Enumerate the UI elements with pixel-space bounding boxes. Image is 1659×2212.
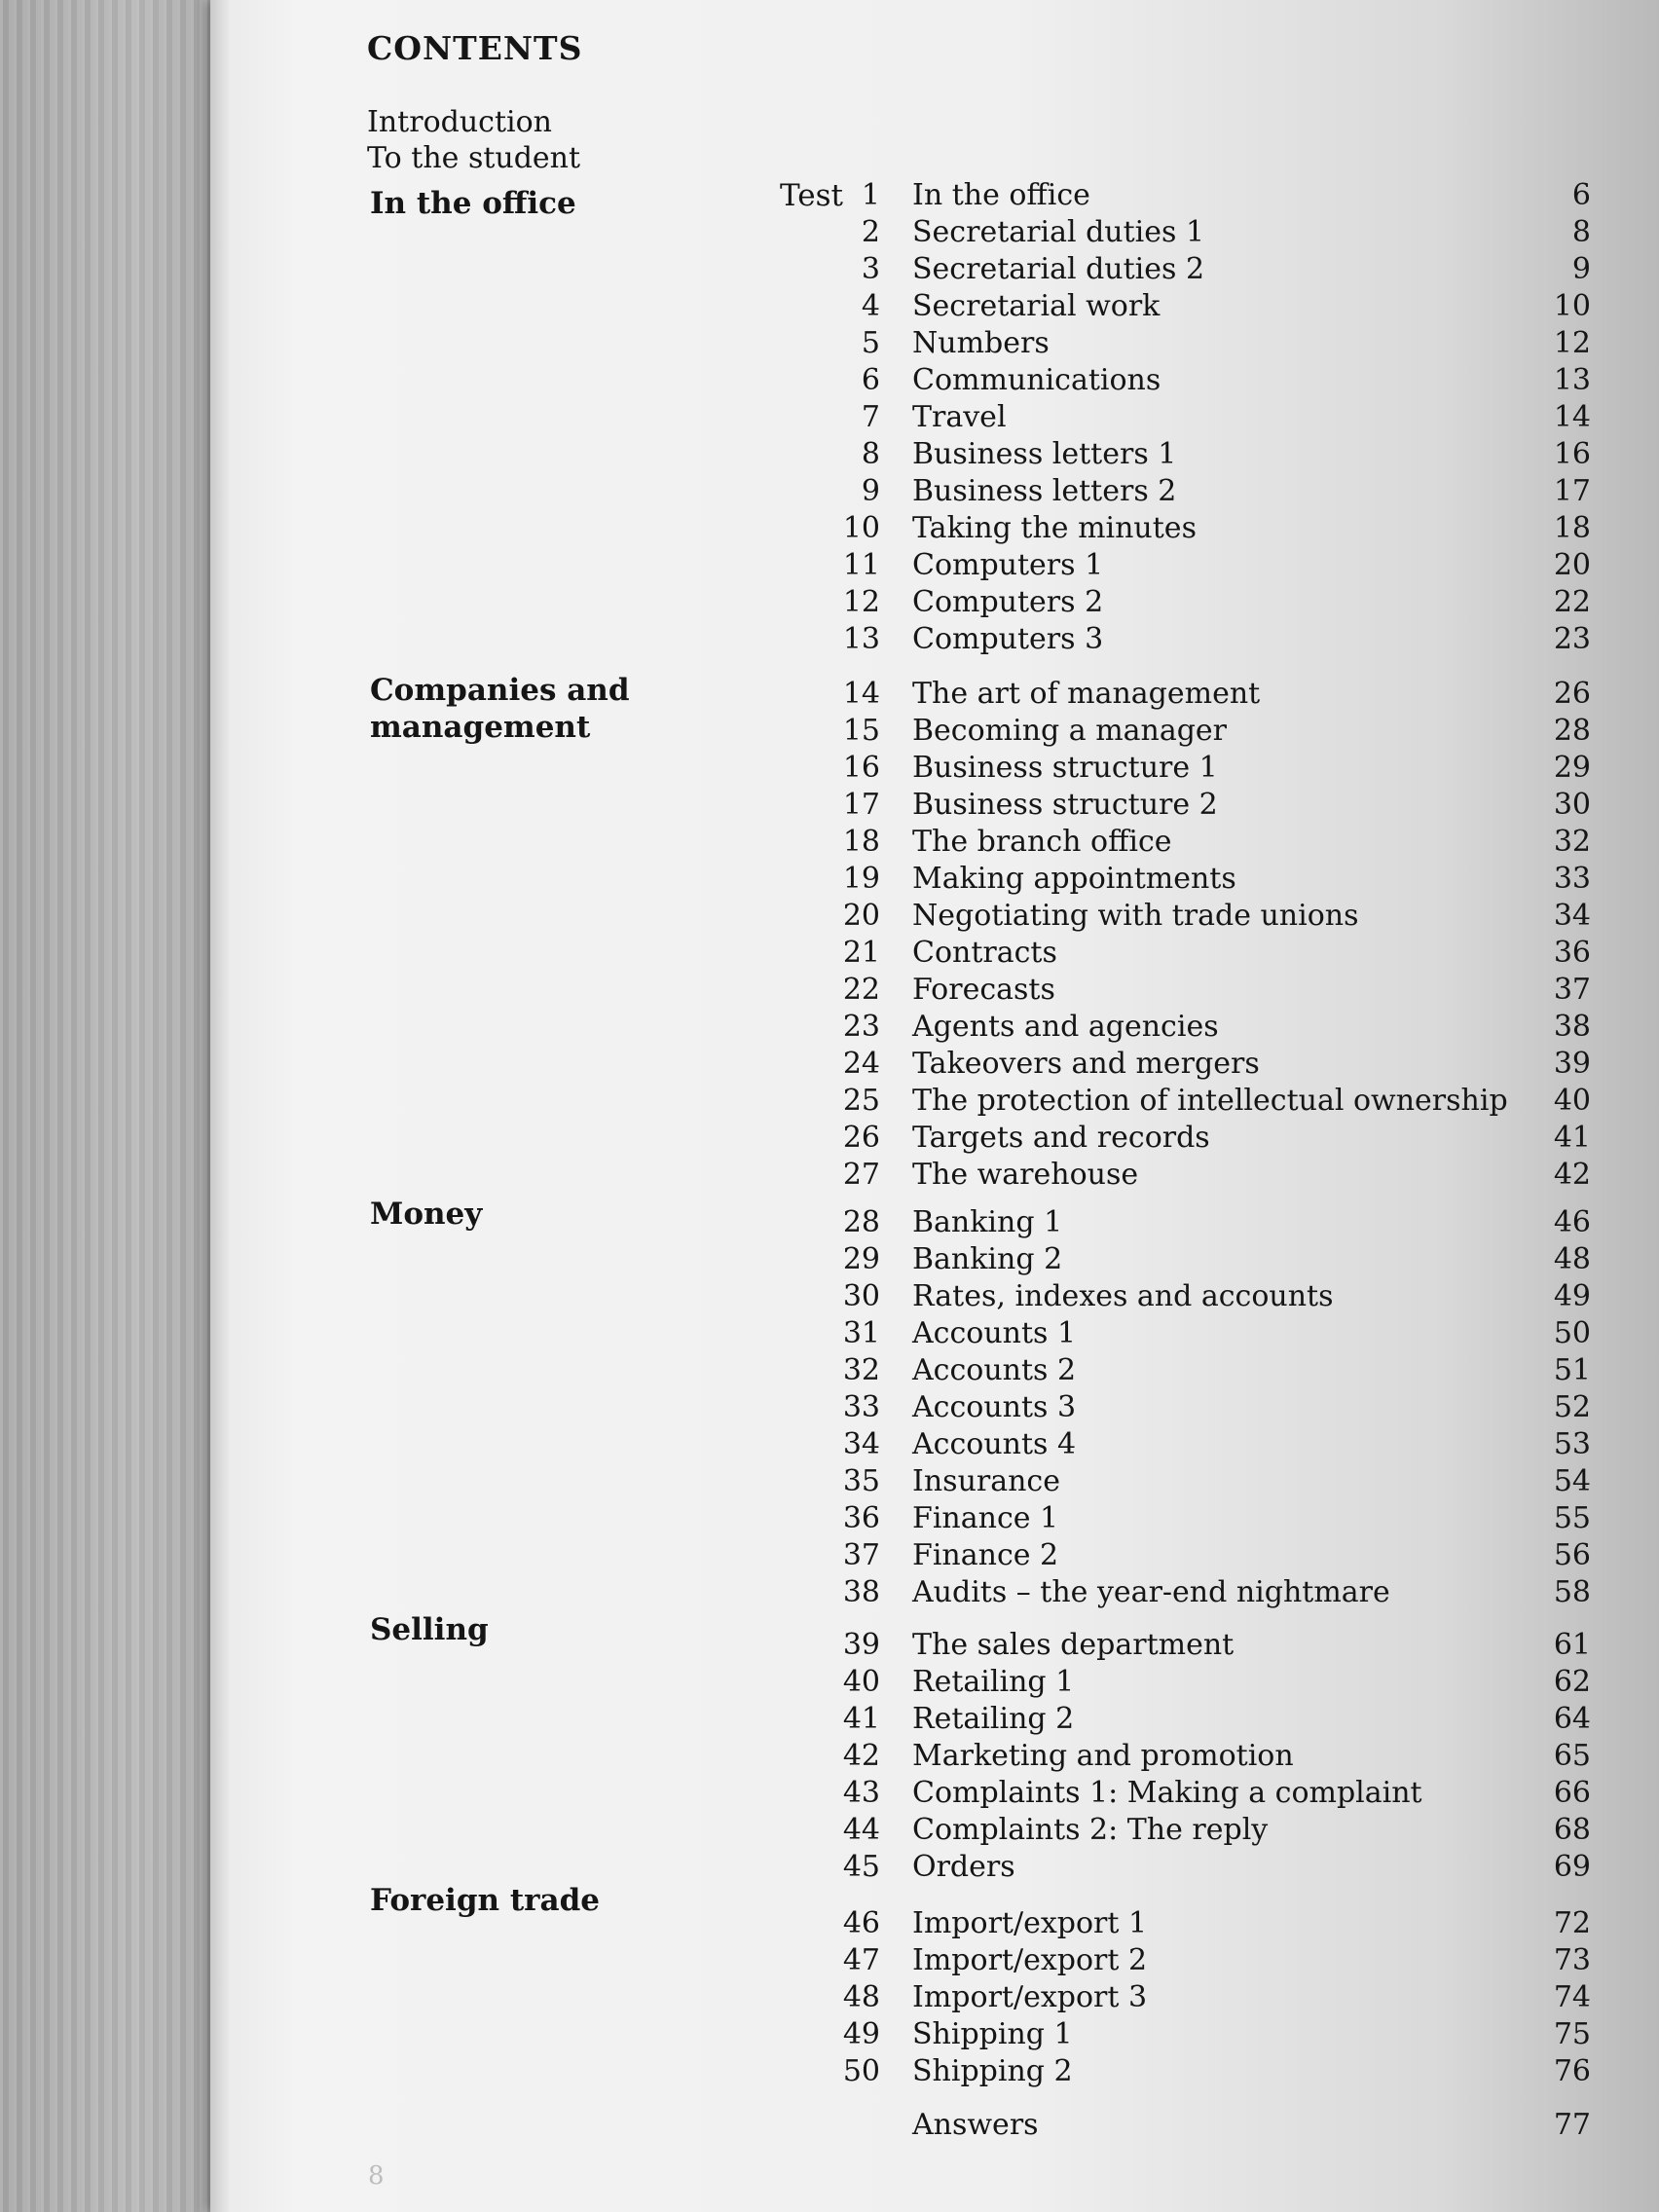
entry-title: Secretarial duties 1 — [912, 215, 1205, 249]
entry-page-number: 10 — [1553, 289, 1591, 323]
entry-title: The art of management — [912, 677, 1261, 711]
entry-test-number: 13 — [842, 622, 880, 656]
entry-page-number: 28 — [1553, 714, 1591, 748]
entry-title: Accounts 2 — [912, 1353, 1077, 1387]
entry-title: Numbers — [912, 326, 1050, 360]
entry-page-number: 26 — [1553, 677, 1591, 711]
entry-page-number: 72 — [1553, 1906, 1591, 1940]
entry-page-number: 77 — [1553, 2108, 1591, 2142]
entry-page-number: 37 — [1553, 973, 1591, 1007]
entry-page-number: 16 — [1553, 437, 1591, 471]
entry-test-number: 16 — [842, 751, 880, 785]
entry-title: Forecasts — [912, 973, 1055, 1007]
entry-page-number: 66 — [1553, 1776, 1591, 1810]
entry-page-number: 41 — [1553, 1121, 1591, 1155]
entry-page-number: 18 — [1553, 511, 1591, 545]
entry-test-number: 36 — [842, 1501, 880, 1535]
entry-page-number: 73 — [1553, 1943, 1591, 1977]
entry-page-number: 32 — [1553, 825, 1591, 859]
entry-page-number: 12 — [1553, 326, 1591, 360]
entry-test-number: 12 — [842, 585, 880, 619]
entry-test-number: 11 — [842, 548, 880, 582]
entry-title: Shipping 1 — [912, 2017, 1073, 2051]
intro-item-introduction: Introduction — [367, 105, 552, 139]
entry-test-number: 19 — [842, 862, 880, 896]
entry-title: Agents and agencies — [912, 1010, 1219, 1044]
entry-title: Orders — [912, 1850, 1015, 1884]
entry-test-number: 29 — [842, 1242, 880, 1276]
entry-title: Taking the minutes — [912, 511, 1197, 545]
entry-page-number: 20 — [1553, 548, 1591, 582]
entry-test-number: 2 — [861, 215, 880, 249]
section-heading: Money — [370, 1197, 483, 1232]
entry-title: Making appointments — [912, 862, 1236, 896]
entry-title: Answers — [912, 2108, 1039, 2142]
entry-title: Business letters 1 — [912, 437, 1177, 471]
entry-title: Secretarial duties 2 — [912, 252, 1205, 286]
entry-title: Banking 1 — [912, 1205, 1063, 1239]
entry-page-number: 61 — [1553, 1628, 1591, 1662]
entry-test-number: 38 — [842, 1575, 880, 1609]
entry-title: Shipping 2 — [912, 2054, 1073, 2088]
entry-test-number: 49 — [842, 2017, 880, 2051]
entry-test-number: 41 — [842, 1702, 880, 1736]
entry-title: Complaints 1: Making a complaint — [912, 1776, 1422, 1810]
entry-title: Accounts 4 — [912, 1427, 1077, 1461]
entry-title: Takeovers and mergers — [912, 1047, 1260, 1081]
entry-title: Banking 2 — [912, 1242, 1063, 1276]
entry-test-number: 6 — [861, 363, 880, 397]
entry-test-number: 21 — [842, 936, 880, 970]
entry-title: Targets and records — [912, 1121, 1210, 1155]
entry-test-number: 27 — [842, 1158, 880, 1192]
entry-page-number: 14 — [1553, 400, 1591, 434]
entry-test-number: 28 — [842, 1205, 880, 1239]
entry-test-number: 5 — [861, 326, 880, 360]
entry-test-number: 39 — [842, 1628, 880, 1662]
entry-page-number: 48 — [1553, 1242, 1591, 1276]
entry-test-number: 1 — [861, 178, 880, 212]
entry-page-number: 33 — [1553, 862, 1591, 896]
entry-title: Business structure 2 — [912, 788, 1218, 822]
entry-page-number: 58 — [1553, 1575, 1591, 1609]
entry-title: Finance 2 — [912, 1538, 1059, 1572]
entry-title: The warehouse — [912, 1158, 1139, 1192]
entry-page-number: 23 — [1553, 622, 1591, 656]
entry-test-number: 48 — [842, 1980, 880, 2014]
entry-page-number: 42 — [1553, 1158, 1591, 1192]
entry-test-number: 37 — [842, 1538, 880, 1572]
entry-test-number: 32 — [842, 1353, 880, 1387]
entry-title: Rates, indexes and accounts — [912, 1279, 1334, 1313]
entry-test-number: 9 — [861, 474, 880, 508]
entry-page-number: 51 — [1553, 1353, 1591, 1387]
entry-title: Audits – the year-end nightmare — [912, 1575, 1390, 1609]
entry-test-number: 15 — [842, 714, 880, 748]
wood-backdrop — [0, 0, 234, 2212]
entry-test-number: 10 — [842, 511, 880, 545]
entry-page-number: 38 — [1553, 1010, 1591, 1044]
entry-page-number: 49 — [1553, 1279, 1591, 1313]
entry-test-number: 50 — [842, 2054, 880, 2088]
entry-page-number: 64 — [1553, 1702, 1591, 1736]
entry-test-number: 20 — [842, 899, 880, 933]
entry-page-number: 17 — [1553, 474, 1591, 508]
entry-test-number: 3 — [861, 252, 880, 286]
entry-page-number: 54 — [1553, 1464, 1591, 1498]
entry-test-number: 47 — [842, 1943, 880, 1977]
entry-page-number: 56 — [1553, 1538, 1591, 1572]
entry-page-number: 68 — [1553, 1813, 1591, 1847]
entry-page-number: 65 — [1553, 1739, 1591, 1773]
entry-title: Travel — [912, 400, 1007, 434]
entry-test-number: 8 — [861, 437, 880, 471]
entry-test-number: 7 — [861, 400, 880, 434]
entry-page-number: 29 — [1553, 751, 1591, 785]
entry-page-number: 76 — [1553, 2054, 1591, 2088]
intro-item-to-the-student: To the student — [367, 141, 581, 175]
section-heading: Foreign trade — [370, 1883, 600, 1918]
page-title: CONTENTS — [367, 29, 583, 67]
entry-test-number: 18 — [842, 825, 880, 859]
entry-title: Accounts 3 — [912, 1390, 1077, 1424]
section-heading: Companies and management — [370, 673, 630, 745]
entry-test-number: 33 — [842, 1390, 880, 1424]
entry-test-number: 17 — [842, 788, 880, 822]
entry-test-number: 24 — [842, 1047, 880, 1081]
entry-page-number: 46 — [1553, 1205, 1591, 1239]
entry-page-number: 30 — [1553, 788, 1591, 822]
entry-page-number: 52 — [1553, 1390, 1591, 1424]
entry-title: Communications — [912, 363, 1161, 397]
entry-title: Contracts — [912, 936, 1057, 970]
entry-title: Retailing 1 — [912, 1665, 1075, 1699]
test-column-label: Test — [780, 178, 843, 213]
entry-title: Accounts 1 — [912, 1316, 1077, 1350]
section-heading: In the office — [370, 186, 576, 221]
entry-test-number: 30 — [842, 1279, 880, 1313]
footer-page-number: 8 — [368, 2161, 385, 2191]
entry-test-number: 40 — [842, 1665, 880, 1699]
entry-title: The branch office — [912, 825, 1172, 859]
entry-page-number: 13 — [1553, 363, 1591, 397]
entry-test-number: 4 — [861, 289, 880, 323]
entry-title: In the office — [912, 178, 1090, 212]
entry-page-number: 34 — [1553, 899, 1591, 933]
entry-title: Import/export 1 — [912, 1906, 1148, 1940]
entry-title: The sales department — [912, 1628, 1235, 1662]
entry-page-number: 8 — [1571, 215, 1591, 249]
entry-title: Import/export 2 — [912, 1943, 1148, 1977]
entry-page-number: 62 — [1553, 1665, 1591, 1699]
entry-test-number: 35 — [842, 1464, 880, 1498]
entry-page-number: 40 — [1553, 1084, 1591, 1118]
entry-title: Negotiating with trade unions — [912, 899, 1359, 933]
entry-page-number: 69 — [1553, 1850, 1591, 1884]
entry-test-number: 46 — [842, 1906, 880, 1940]
page-edge-shadow — [210, 0, 232, 2212]
entry-title: The protection of intellectual ownership — [912, 1084, 1508, 1118]
entry-test-number: 26 — [842, 1121, 880, 1155]
entry-title: Computers 3 — [912, 622, 1104, 656]
entry-test-number: 31 — [842, 1316, 880, 1350]
entry-page-number: 36 — [1553, 936, 1591, 970]
entry-test-number: 22 — [842, 973, 880, 1007]
entry-test-number: 25 — [842, 1084, 880, 1118]
entry-title: Computers 2 — [912, 585, 1104, 619]
entry-test-number: 23 — [842, 1010, 880, 1044]
entry-test-number: 43 — [842, 1776, 880, 1810]
entry-title: Business structure 1 — [912, 751, 1218, 785]
entry-test-number: 45 — [842, 1850, 880, 1884]
entry-page-number: 39 — [1553, 1047, 1591, 1081]
entry-page-number: 6 — [1571, 178, 1591, 212]
entry-title: Becoming a manager — [912, 714, 1228, 748]
entry-title: Finance 1 — [912, 1501, 1059, 1535]
entry-title: Complaints 2: The reply — [912, 1813, 1269, 1847]
entry-test-number: 42 — [842, 1739, 880, 1773]
entry-title: Business letters 2 — [912, 474, 1177, 508]
entry-title: Import/export 3 — [912, 1980, 1148, 2014]
entry-page-number: 75 — [1553, 2017, 1591, 2051]
entry-page-number: 74 — [1553, 1980, 1591, 2014]
entry-page-number: 9 — [1571, 252, 1591, 286]
entry-title: Secretarial work — [912, 289, 1161, 323]
entry-test-number: 34 — [842, 1427, 880, 1461]
entry-page-number: 22 — [1553, 585, 1591, 619]
entry-title: Insurance — [912, 1464, 1060, 1498]
entry-test-number: 44 — [842, 1813, 880, 1847]
section-heading: Selling — [370, 1612, 489, 1647]
entry-page-number: 55 — [1553, 1501, 1591, 1535]
entry-page-number: 53 — [1553, 1427, 1591, 1461]
entry-title: Marketing and promotion — [912, 1739, 1294, 1773]
entry-title: Computers 1 — [912, 548, 1104, 582]
entry-test-number: 14 — [842, 677, 880, 711]
entry-page-number: 50 — [1553, 1316, 1591, 1350]
entry-title: Retailing 2 — [912, 1702, 1075, 1736]
